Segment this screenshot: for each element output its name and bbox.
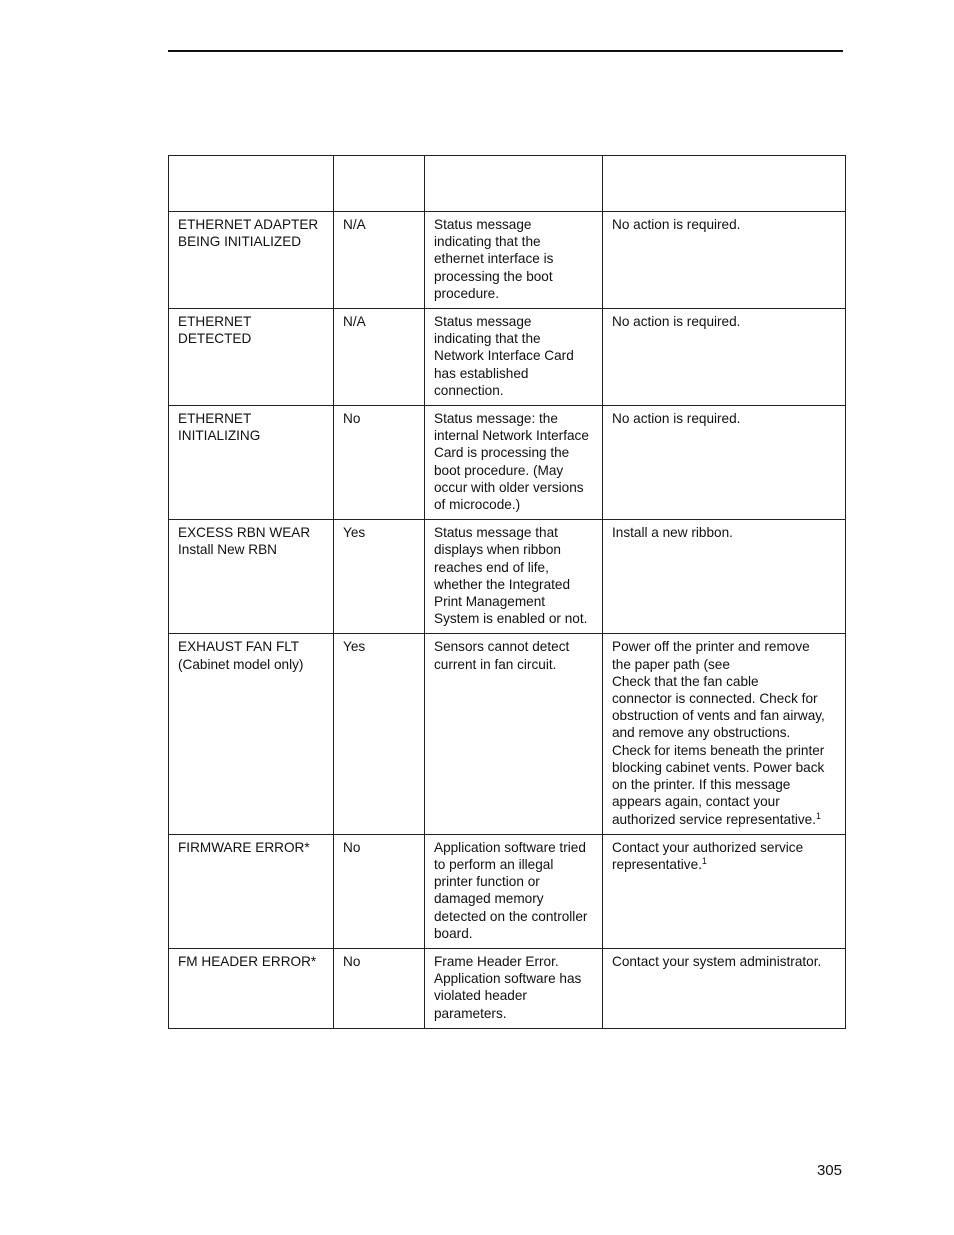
footnote-marker: 1 bbox=[701, 855, 707, 866]
action-text: No action is required. bbox=[612, 217, 741, 232]
message-cell: FM HEADER ERROR* bbox=[169, 948, 334, 1028]
header-cell-message bbox=[169, 156, 334, 212]
clearable-cell: N/A bbox=[334, 212, 425, 309]
explanation-cell: Status message indicating that the Network Interface Card has established connection. bbox=[425, 309, 603, 406]
clearable-cell: No bbox=[334, 834, 425, 948]
message-cell: ETHERNET DETECTED bbox=[169, 309, 334, 406]
explanation-cell: Frame Header Error. Application software has violated header parameters. bbox=[425, 948, 603, 1028]
action-cell bbox=[603, 520, 846, 634]
clearable-cell: No bbox=[334, 948, 425, 1028]
clearable-cell: N/A bbox=[334, 309, 425, 406]
action-text: No action is required. bbox=[612, 314, 741, 330]
table-row bbox=[169, 520, 846, 634]
action-text: Install a new ribbon. bbox=[612, 525, 733, 541]
error-message-table bbox=[168, 155, 846, 1029]
header-cell-explanation bbox=[425, 156, 603, 212]
action-text: Power off the printer and remove the paper path (see Check that the fan cable connector is connected. Check for obstruction of vents and fan airway, and remove any obstructions. Check for items beneath the printer blocking cabinet vents. Power back on the printer. If this message appears again, contact your authorized service representative. bbox=[612, 639, 825, 827]
message-cell: ETHERNET INITIALIZING bbox=[169, 406, 334, 520]
table-row bbox=[169, 948, 846, 1028]
table-row bbox=[169, 834, 846, 948]
table-header-row bbox=[169, 156, 846, 212]
message-cell: FIRMWARE ERROR* bbox=[169, 834, 334, 948]
clearable-cell: Yes bbox=[334, 520, 425, 634]
action-cell bbox=[603, 634, 846, 834]
table-row bbox=[169, 634, 846, 834]
action-text: Contact your authorized service representative. bbox=[612, 839, 804, 872]
table-row bbox=[169, 212, 846, 309]
message-cell: EXHAUST FAN FLT (Cabinet model only) bbox=[169, 634, 334, 834]
top-rule bbox=[168, 50, 843, 52]
action-cell bbox=[603, 948, 846, 1028]
table-row bbox=[169, 309, 846, 406]
message-cell: ETHERNET ADAPTER BEING INITIALIZED bbox=[169, 212, 334, 309]
action-text: Contact your system administrator. bbox=[612, 953, 822, 969]
explanation-cell: Application software tried to perform an illegal printer function or damaged memory detected on the controller board. bbox=[425, 834, 603, 948]
explanation-cell: Status message indicating that the ethernet interface is processing the boot procedure. bbox=[425, 212, 603, 309]
action-cell bbox=[603, 309, 846, 406]
page-number: 305 bbox=[816, 1162, 842, 1179]
footnote-marker: 1 bbox=[816, 810, 822, 821]
action-text: No action is required. bbox=[612, 411, 741, 427]
header-cell-clearable bbox=[334, 156, 425, 212]
action-cell bbox=[603, 834, 846, 948]
header-cell-action bbox=[603, 156, 846, 212]
table-row bbox=[169, 406, 846, 520]
clearable-cell: Yes bbox=[334, 634, 425, 834]
action-cell bbox=[603, 406, 846, 520]
explanation-cell: Status message that displays when ribbon reaches end of life, whether the Integrated Print Management System is enabled or not. bbox=[425, 520, 603, 634]
action-cell bbox=[603, 212, 846, 309]
clearable-cell: No bbox=[334, 406, 425, 520]
message-cell: EXCESS RBN WEAR Install New RBN bbox=[169, 520, 334, 634]
explanation-cell: Status message: the internal Network Interface Card is processing the boot procedure. (May occur with older versions of microcode.) bbox=[425, 406, 603, 520]
explanation-cell: Sensors cannot detect current in fan circuit. bbox=[425, 634, 603, 834]
